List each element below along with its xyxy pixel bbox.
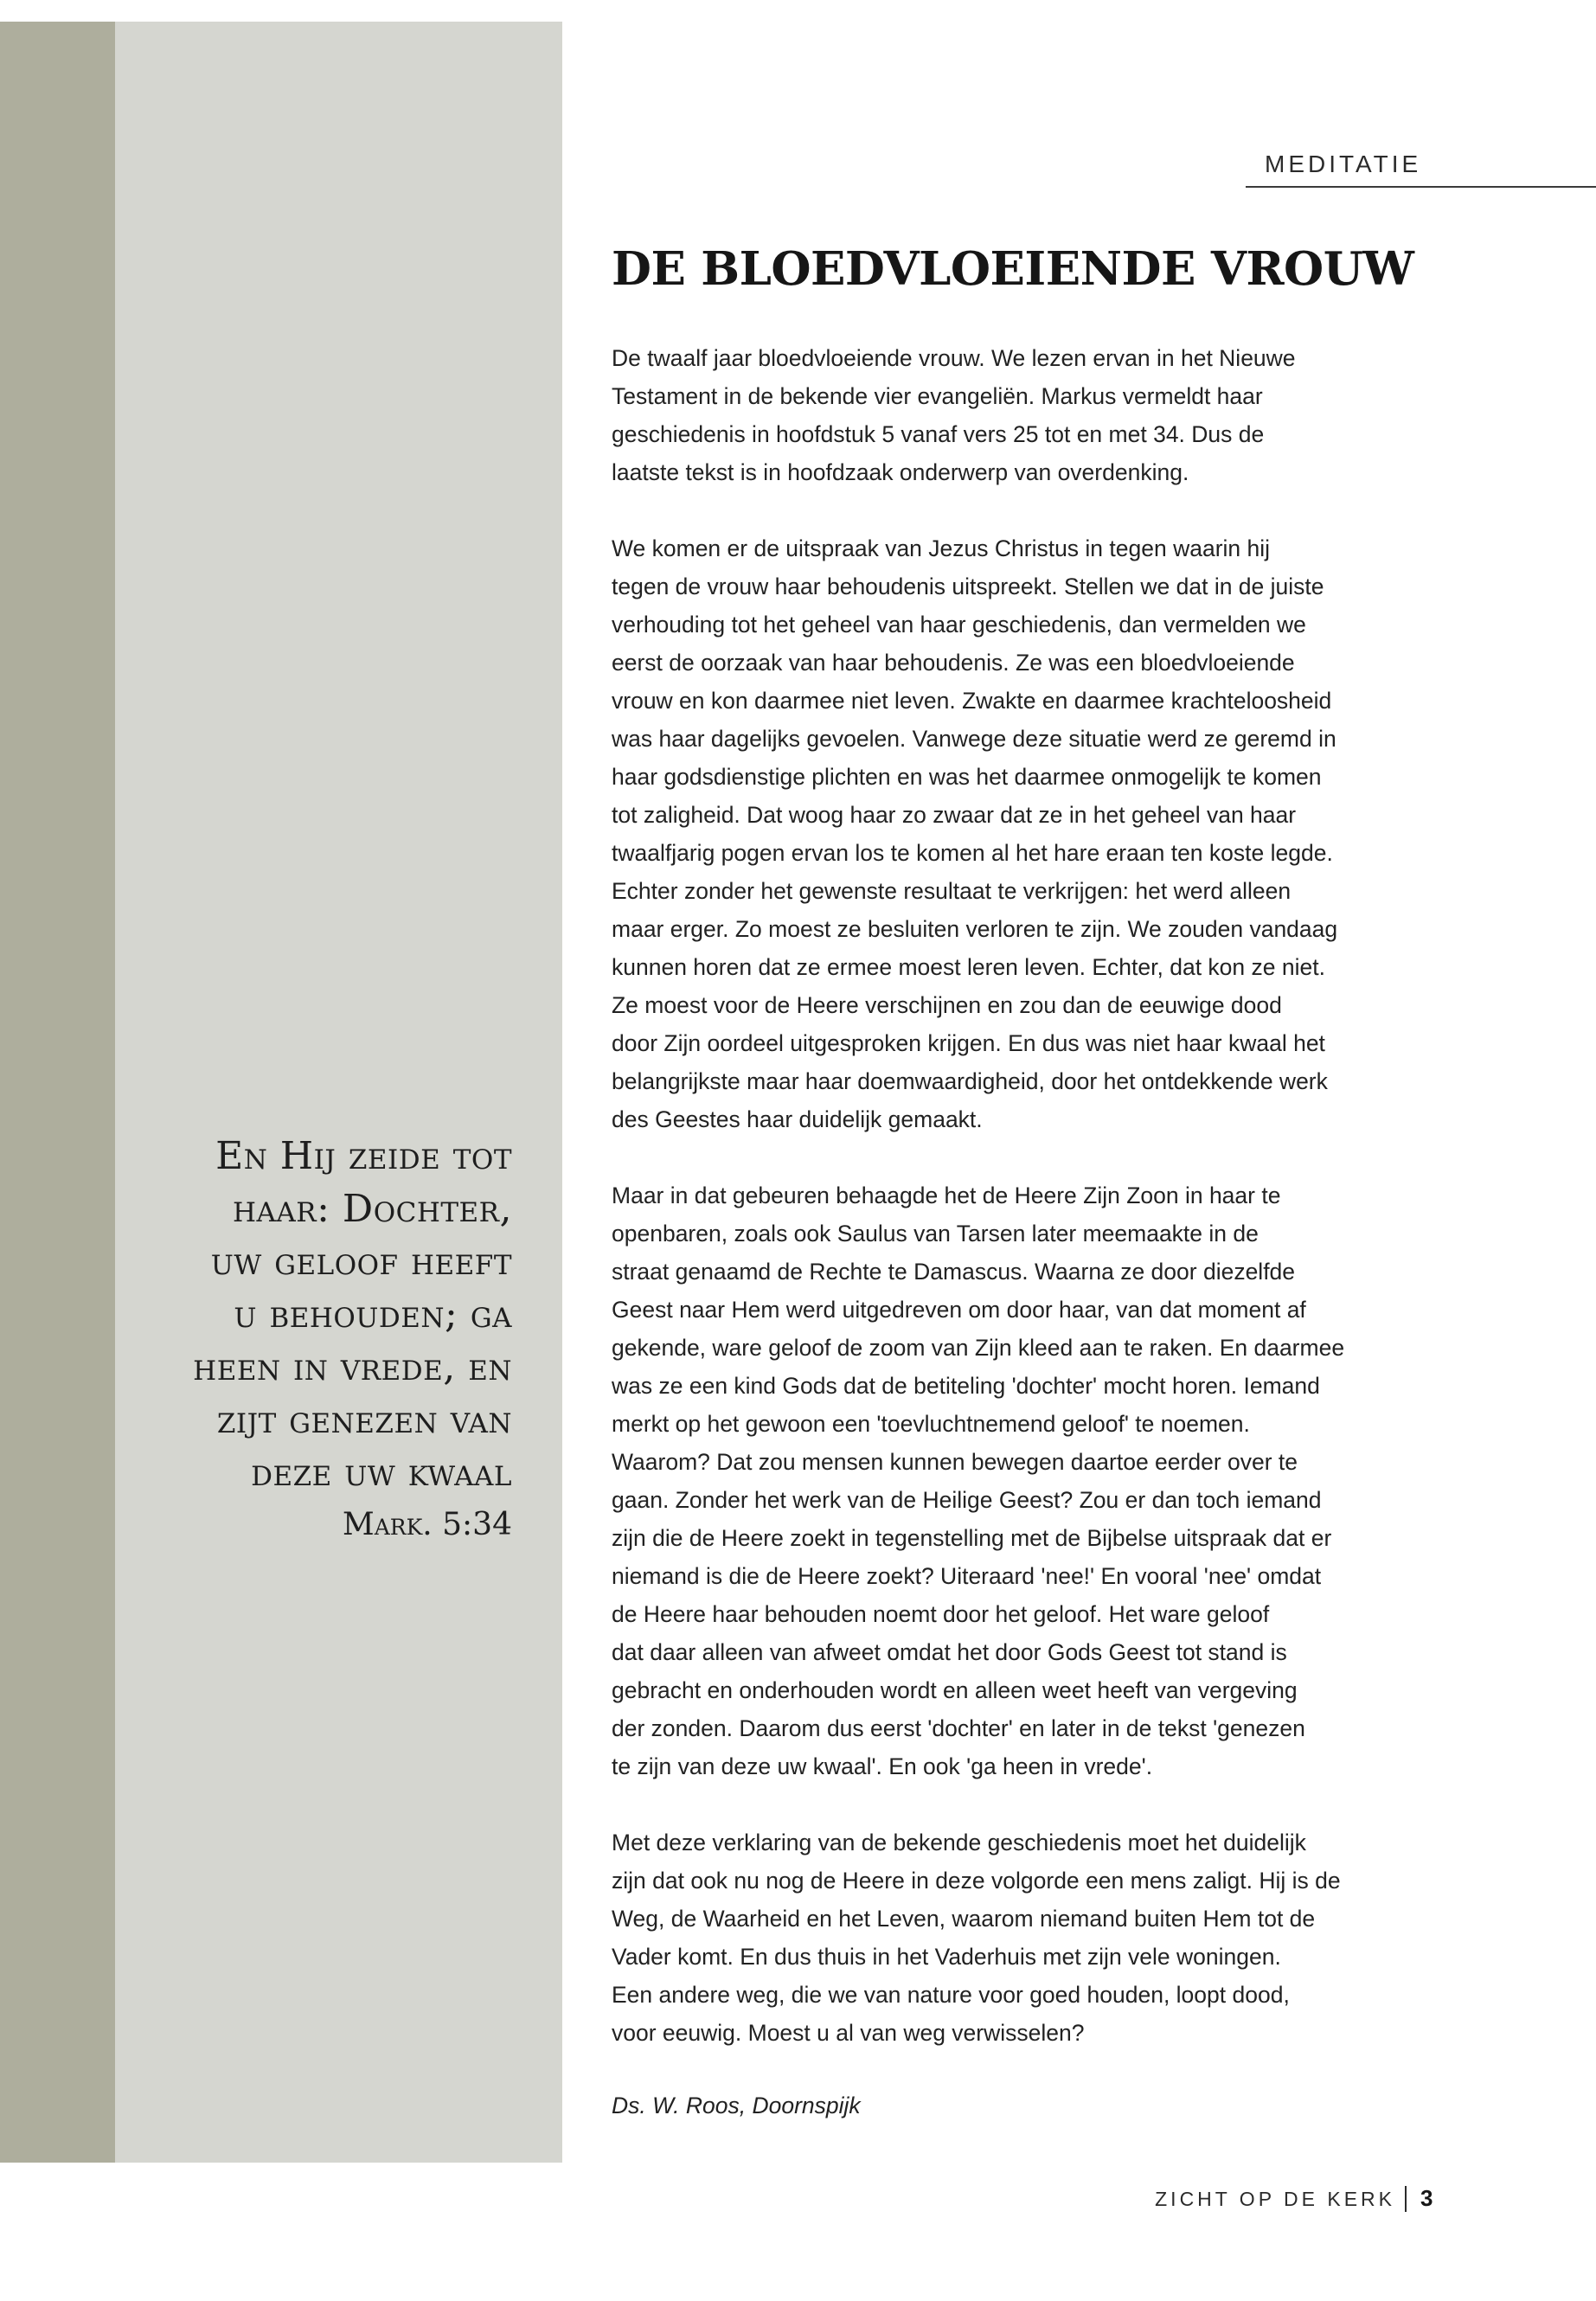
quote-reference: Mark. 5:34	[342, 1507, 512, 1542]
text-line: Geest naar Hem werd uitgedreven om door haar, van dat moment af	[612, 1297, 1306, 1323]
text-line: Met deze verklaring van de bekende geschiedenis moet het duidelijk	[612, 1830, 1306, 1856]
text-line: Weg, de Waarheid en het Leven, waarom niemand buiten Hem tot de	[612, 1906, 1316, 1932]
sidebar-light-band	[115, 22, 562, 2163]
text-line: Testament in de bekende vier evangeliën. Markus vermeldt haar	[612, 383, 1263, 409]
text-line: door Zijn oordeel uitgesproken krijgen. En dus was niet haar kwaal het	[612, 1030, 1325, 1056]
section-rule	[1246, 186, 1596, 188]
text-line: twaalfjarig pogen ervan los te komen al het hare eraan ten koste legde.	[612, 840, 1333, 866]
quote-line: deze uw kwaal	[251, 1451, 512, 1495]
article-title: DE BLOEDVLOEIENDE VROUW	[612, 242, 1414, 296]
text-line: geschiedenis in hoofdstuk 5 vanaf vers 25 tot en met 34. Dus de	[612, 421, 1265, 447]
text-line: tot zaligheid. Dat woog haar zo zwaar dat ze in het geheel van haar	[612, 802, 1297, 828]
page-number: 3	[1420, 2185, 1433, 2211]
pull-quote	[106, 1130, 512, 1549]
text-line: niemand is die de Heere zoekt? Uiteraard 'nee!' En vooral 'nee' omdat	[612, 1563, 1322, 1589]
footer-separator	[1405, 2186, 1407, 2212]
text-line: laatste tekst is in hoofdzaak onderwerp van overdenking.	[612, 459, 1189, 485]
text-line: verhouding tot het geheel van haar geschiedenis, dan vermelden we	[612, 612, 1306, 638]
text-line: was haar dagelijks gevoelen. Vanwege deze situatie werd ze geremd in	[612, 726, 1336, 752]
text-line: tegen de vrouw haar behoudenis uitspreekt. Stellen we dat in de juiste	[612, 574, 1324, 599]
text-line: des Geestes haar duidelijk gemaakt.	[612, 1106, 983, 1132]
text-line: der zonden. Daarom dus eerst 'dochter' en later in de tekst 'genezen	[612, 1715, 1305, 1741]
text-line: gaan. Zonder het werk van de Heilige Geest? Zou er dan toch iemand	[612, 1487, 1322, 1513]
quote-line: zijt genezen van	[216, 1398, 512, 1442]
text-line: maar erger. Zo moest ze besluiten verloren te zijn. We zouden vandaag	[612, 916, 1338, 942]
quote-line: u behouden; ga	[234, 1292, 512, 1336]
text-line: straat genaamd de Rechte te Damascus. Waarna ze door diezelfde	[612, 1259, 1296, 1285]
text-line: te zijn van deze uw kwaal'. En ook 'ga heen in vrede'.	[612, 1753, 1153, 1779]
text-line: kunnen horen dat ze ermee moest leren leven. Echter, dat kon ze niet.	[612, 954, 1325, 980]
paragraph-4	[612, 1823, 1425, 2052]
text-line: Echter zonder het gewenste resultaat te verkrijgen: het werd alleen	[612, 878, 1292, 904]
paragraph-1	[612, 339, 1425, 491]
text-line: vrouw en kon daarmee niet leven. Zwakte en daarmee krachteloosheid	[612, 688, 1332, 714]
text-line: dat daar alleen van afweet omdat het door Gods Geest tot stand is	[612, 1639, 1287, 1665]
text-line: Waarom? Dat zou mensen kunnen bewegen daartoe eerder over te	[612, 1449, 1298, 1475]
section-label: MEDITATIE	[1265, 151, 1422, 177]
paragraph-3	[612, 1176, 1425, 1785]
text-line: eerst de oorzaak van haar behoudenis. Ze was een bloedvloeiende	[612, 650, 1295, 676]
text-line: Maar in dat gebeuren behaagde het de Heere Zijn Zoon in haar te	[612, 1183, 1281, 1208]
text-line: gebracht en onderhouden wordt en alleen weet heeft van vergeving	[612, 1677, 1298, 1703]
sidebar-dark-band	[0, 22, 115, 2163]
text-line: zijn dat ook nu nog de Heere in deze volgorde een mens zaligt. Hij is de	[612, 1868, 1341, 1894]
quote-line: En Hij zeide tot	[215, 1134, 512, 1178]
footer-magazine-name: ZICHT OP DE KERK	[1155, 2188, 1395, 2210]
text-line: Een andere weg, die we van nature voor goed houden, loopt dood,	[612, 1982, 1290, 2008]
author-signature: Ds. W. Roos, Doornspijk	[612, 2093, 861, 2118]
text-line: was ze een kind Gods dat de betiteling 'dochter' mocht horen. Iemand	[612, 1373, 1320, 1399]
text-line: haar godsdienstige plichten en was het daarmee onmogelijk te komen	[612, 764, 1322, 790]
text-line: gekende, ware geloof de zoom van Zijn kleed aan te raken. En daarmee	[612, 1335, 1345, 1361]
text-line: voor eeuwig. Moest u al van weg verwisselen?	[612, 2020, 1085, 2046]
text-line: Vader komt. En dus thuis in het Vaderhuis met zijn vele woningen.	[612, 1944, 1281, 1970]
text-line: belangrijkste maar haar doemwaardigheid, door het ontdekkende werk	[612, 1068, 1328, 1094]
text-line: de Heere haar behouden noemt door het geloof. Het ware geloof	[612, 1601, 1270, 1627]
paragraph-2	[612, 529, 1425, 1138]
text-line: De twaalf jaar bloedvloeiende vrouw. We lezen ervan in het Nieuwe	[612, 345, 1296, 371]
text-line: We komen er de uitspraak van Jezus Christus in tegen waarin hij	[612, 535, 1271, 561]
text-line: openbaren, zoals ook Saulus van Tarsen later meemaakte in de	[612, 1221, 1259, 1247]
text-line: Ze moest voor de Heere verschijnen en zou dan de eeuwige dood	[612, 992, 1282, 1018]
quote-line: uw geloof heeft	[210, 1240, 512, 1284]
text-line: zijn die de Heere zoekt in tegenstelling met de Bijbelse uitspraak dat er	[612, 1525, 1332, 1551]
article-body	[612, 339, 1425, 2090]
text-line: merkt op het gewoon een 'toevluchtnemend geloof' te noemen.	[612, 1411, 1250, 1437]
quote-line: haar: Dochter,	[232, 1187, 512, 1231]
quote-line: heen in vrede, en	[193, 1345, 512, 1389]
